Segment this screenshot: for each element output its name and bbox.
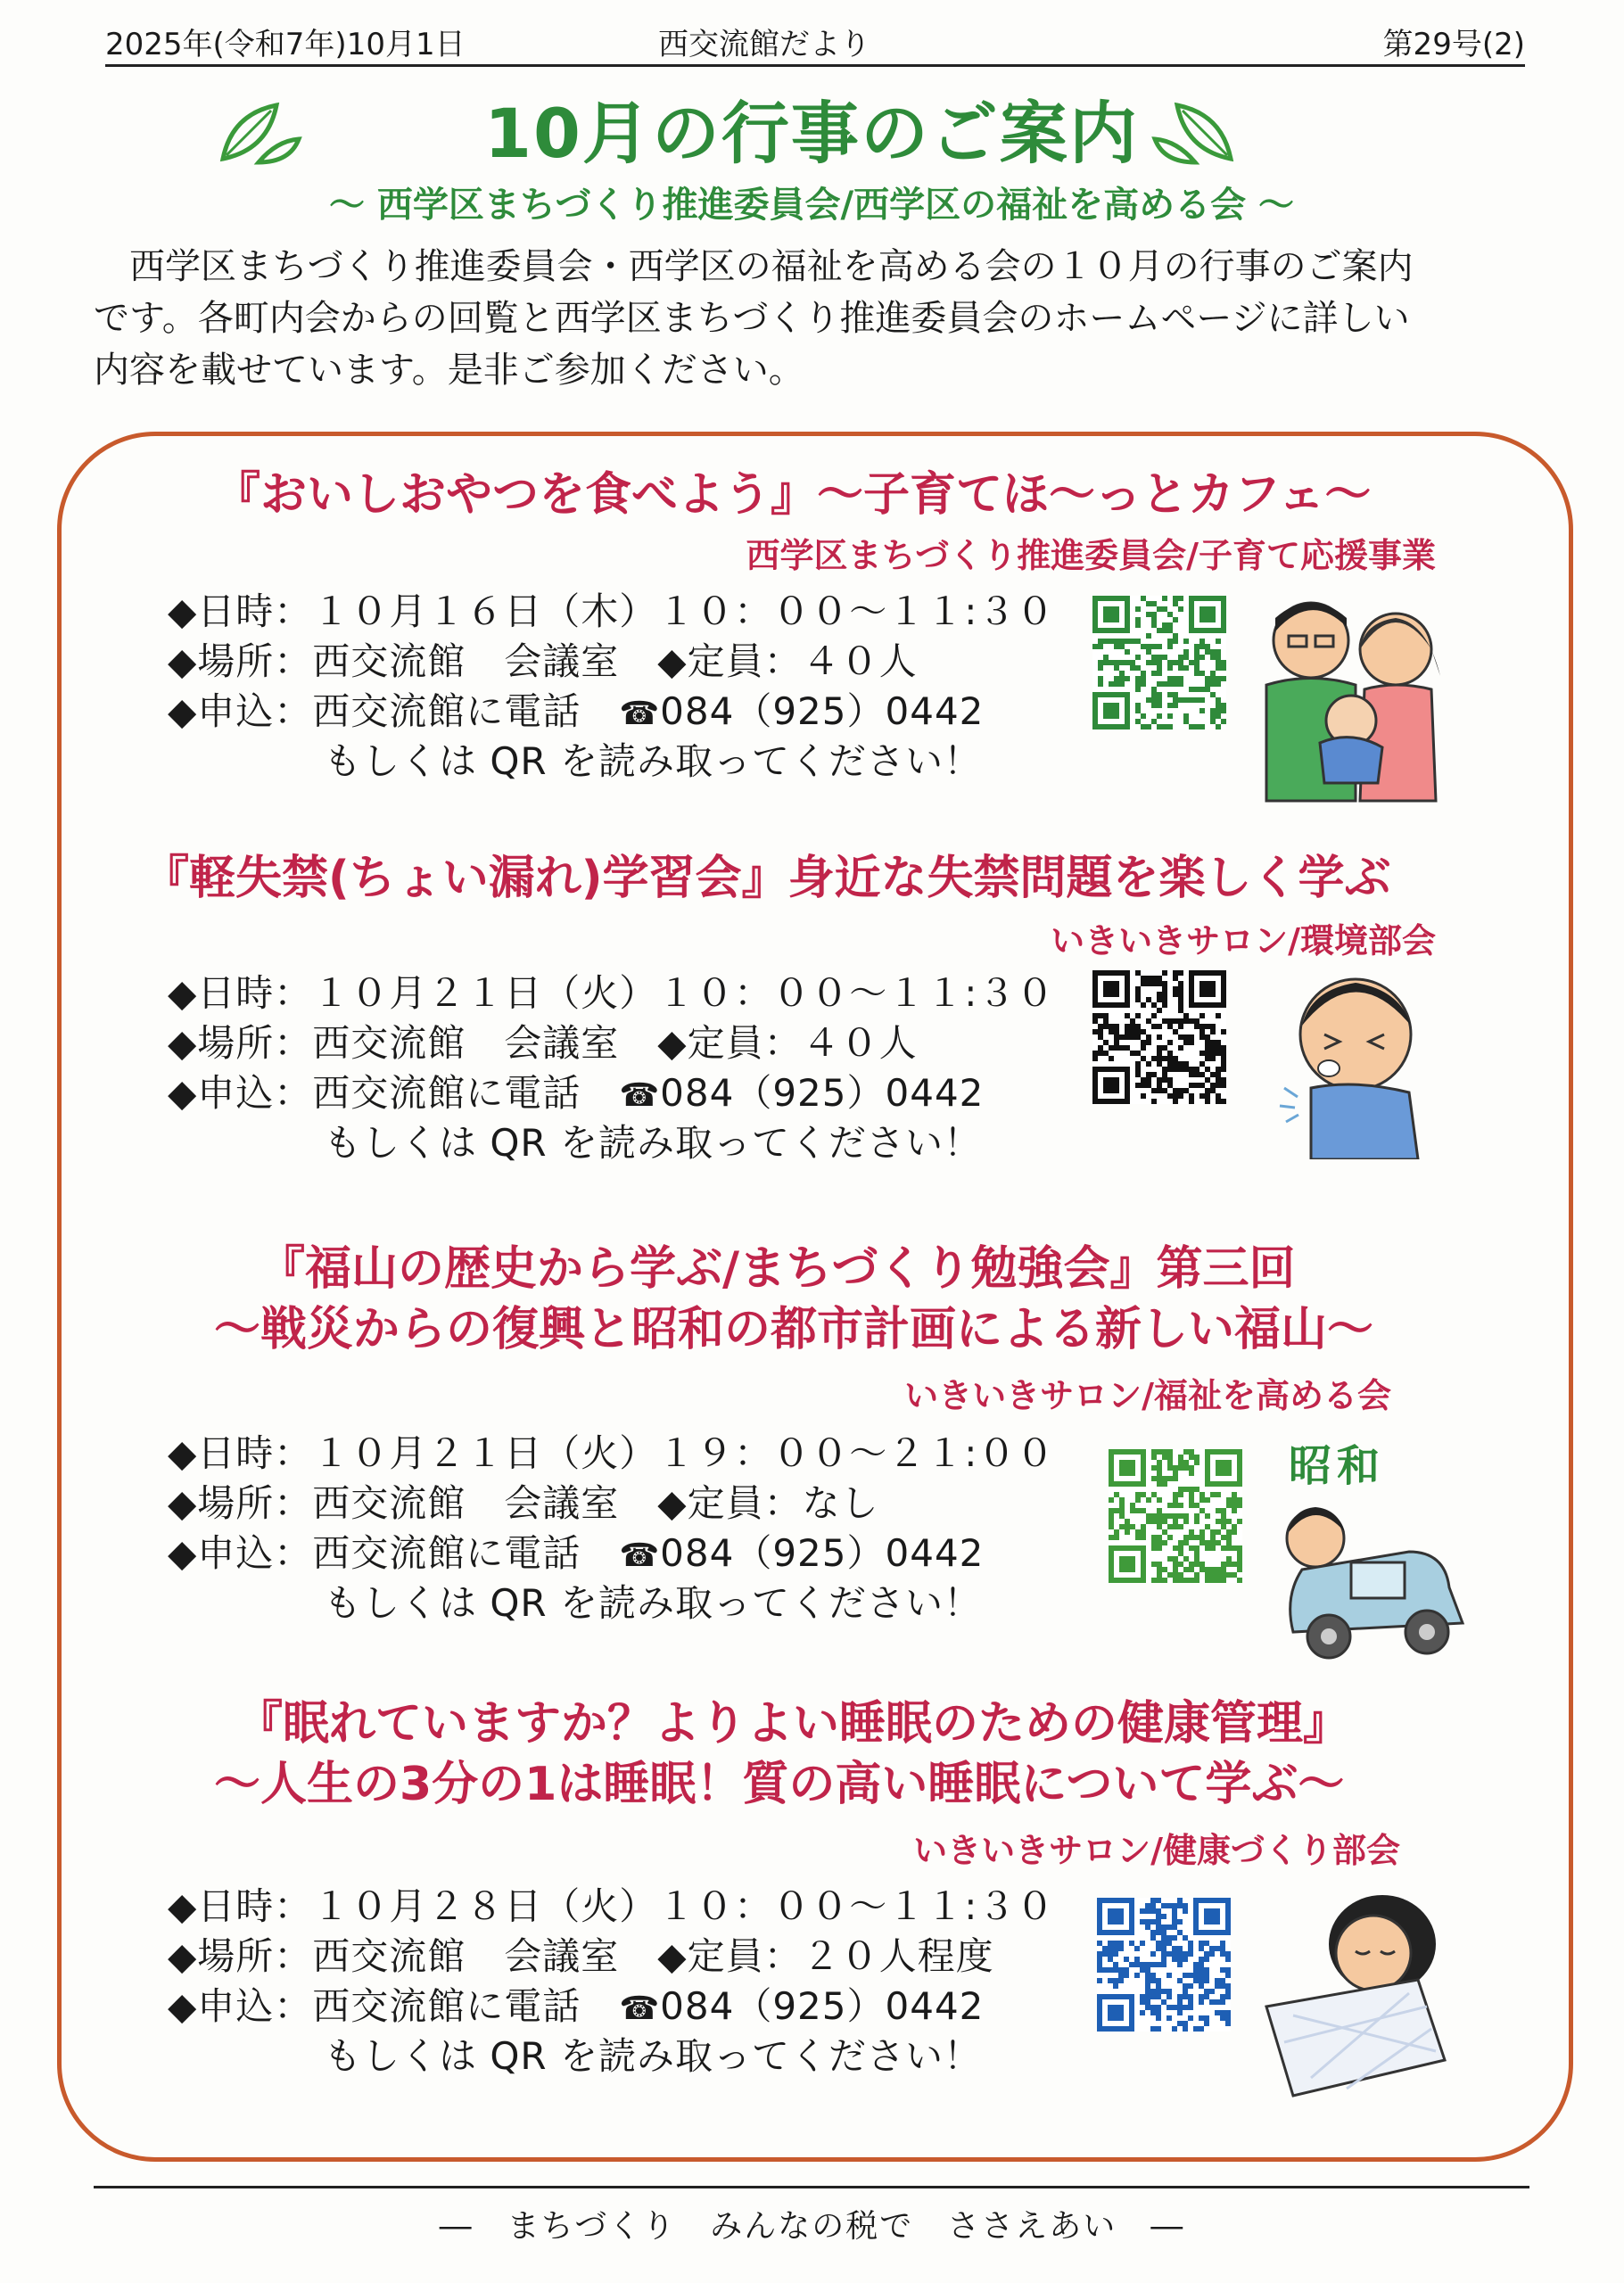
event-place: ◆場所：西交流館 会議室 ◆定員：４０人 [168,639,918,683]
phone-icon: ☎ [619,1537,661,1574]
phone-icon: ☎ [619,1990,661,2027]
intro-line: です。各町内会からの回覧と西学区まちづくり推進委員会のホームページに詳しい [94,298,1410,339]
event-subtitle: ～人生の3分の1は睡眠！質の高い睡眠について学ぶ～ [214,1758,1345,1811]
event-organizer: いきいきサロン/環境部会 [1051,921,1436,960]
event-organizer: いきいきサロン/健康づくり部会 [913,1831,1400,1870]
event-qr-note: もしくは QR を読み取ってください！ [324,739,982,783]
event-qr-note: もしくは QR を読み取ってください！ [324,1581,982,1625]
qr-code[interactable] [1092,596,1226,729]
event-phone: 084（925）0442 [660,689,985,733]
phone-icon: ☎ [619,1077,661,1114]
qr-code[interactable] [1092,970,1226,1104]
event-place: ◆場所：西交流館 会議室 ◆定員：４０人 [168,1021,918,1065]
event-title: 『眠れていますか？よりよい睡眠のための健康管理』 [236,1697,1350,1751]
event-place: ◆場所：西交流館 会議室 ◆定員：なし [168,1481,879,1525]
event-details [168,1882,1054,2081]
footer-slogan: ― まちづくり みんなの税で ささえあい ― [439,2208,1185,2245]
event-details [168,1429,1054,1628]
family-icon [1249,587,1454,810]
event-subtitle: ～戦災からの復興と昭和の都市計画による新しい福山～ [214,1303,1374,1356]
event-apply: ◆申込：西交流館に電話 [168,1531,581,1575]
event-datetime: ◆日時：１０月２１日（火）１０：００～１１:３０ [168,971,1055,1015]
qr-code[interactable] [1097,1898,1231,2032]
event-apply: ◆申込：西交流館に電話 [168,689,581,733]
event-details [168,587,1054,787]
event-datetime: ◆日時：１０月２１日（火）１９：００～２１:００ [168,1431,1055,1475]
page-subtitle: ～ 西学区まちづくり推進委員会/西学区の福祉を高める会 ～ [328,185,1295,226]
event-qr-note: もしくは QR を読み取ってください！ [324,1121,982,1165]
event-place: ◆場所：西交流館 会議室 ◆定員：２０人程度 [168,1934,994,1978]
event-phone: 084（925）0442 [660,1531,985,1575]
sleeping-person-icon [1231,1882,1463,2114]
phone-icon: ☎ [619,696,661,732]
event-organizer: 西学区まちづくり推進委員会/子育て応援事業 [746,536,1436,575]
footer-divider [94,2186,1529,2188]
event-title: 『福山の歴史から学ぶ/まちづくり勉強会』第三回 [259,1242,1296,1296]
leaf-icon [214,96,303,168]
showa-car-icon [1266,1489,1471,1668]
page-title: 10月の行事のご案内 [484,94,1139,173]
event-phone: 084（925）0442 [660,1984,985,2028]
newsletter-header [105,25,1525,67]
event-title: 『軽失禁(ちょい漏れ)学習会』身近な失禁問題を楽しく学ぶ [143,852,1391,905]
issue-number: 第29号(2) [1382,27,1525,62]
event-apply: ◆申込：西交流館に電話 [168,1071,581,1115]
event-phone: 084（925）0442 [660,1071,985,1115]
event-organizer: いきいきサロン/福祉を高める会 [904,1376,1391,1415]
intro-text [94,241,1547,396]
leaf-icon [1150,96,1240,168]
newsletter-name: 西交流館だより [658,27,870,62]
event-qr-note: もしくは QR を読み取ってください！ [324,2034,982,2078]
showa-label: 昭和 [1289,1441,1386,1491]
sneezing-person-icon [1275,963,1436,1159]
event-title: 『おいしおやつを食べよう』～子育てほ～っとカフェ～ [214,468,1372,522]
event-details [168,968,1054,1168]
event-apply: ◆申込：西交流館に電話 [168,1984,581,2028]
qr-code[interactable] [1109,1449,1242,1583]
event-datetime: ◆日時：１０月２８日（火）１０：００～１１:３０ [168,1884,1055,1928]
issue-date: 2025年(令和7年)10月1日 [105,27,466,62]
event-datetime: ◆日時：１０月１６日（木）１０：００～１１:３０ [168,589,1055,633]
intro-line: 内容を載せています。是非ご参加ください。 [94,350,804,391]
intro-line: 西学区まちづくり推進委員会・西学区の福祉を高める会の１０月の行事のご案内 [129,246,1414,287]
